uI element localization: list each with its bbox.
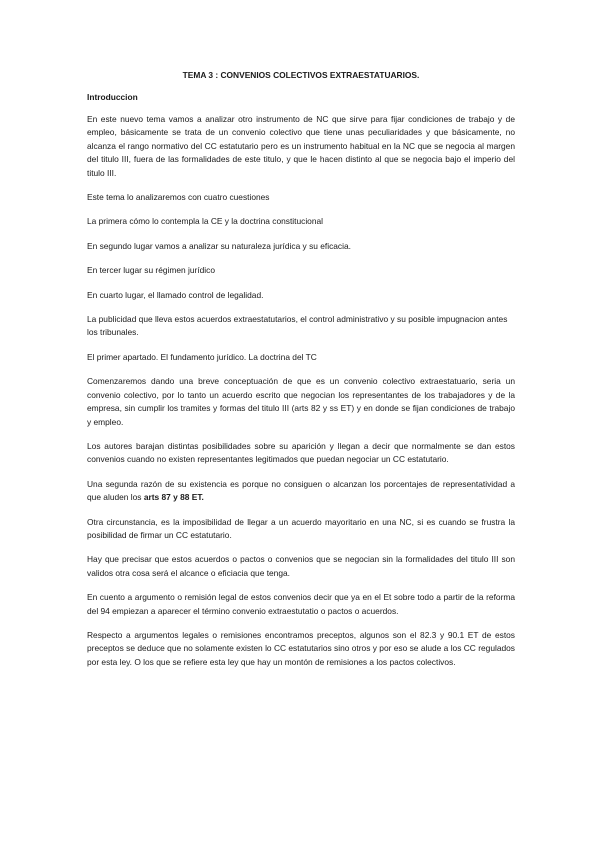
paragraph-precisar: Hay que precisar que estos acuerdos o pactos o convenios que se negocian sin la formalidades del titulo III son validos otra cosa será el alcance o eficiacia que tenga.	[87, 554, 515, 578]
paragraph-publicidad: La publicidad que lleva estos acuerdos extraestatutarios, el control administrativo y su posible impugnacion antes los tribunales.	[87, 314, 508, 338]
paragraph-four-questions: Este tema lo analizaremos con cuatro cuestiones	[87, 192, 270, 203]
paragraph-representatividad	[87, 478, 515, 505]
paragraph-intro: En este nuevo tema vamos a analizar otro instrumento de NC que sirve para fijar condiciones de trabajo y de empleo, básicamente se trata de un convenio colectivo que tiene unas peculiaridades y que básicamente, no alcanza el rango normativo del CC estatutario pero es un instrumento habitual en la NC que se negocia al margen del titulo III, fuera de las formalidades de este titulo, y que le hacen distinto al que se negocia bajo el imperio del titulo III.	[87, 114, 515, 178]
representatividad-text: Una segunda razón de su existencia es porque no consiguen o alcanzan los porcentajes de representatividad a que aluden los	[87, 478, 515, 503]
paragraph-third: En tercer lugar su régimen jurídico	[87, 265, 216, 276]
paragraph-autores: Los autores barajan distintas posibilidades sobre su aparición y llegan a decir que normalmente se dan estos convenios cuando no existen representantes legitimados que puedan negociar un CC estatutario.	[87, 440, 515, 465]
paragraph-fourth: En cuarto lugar, el llamado control de legalidad.	[87, 289, 264, 300]
section-heading: Introduccion	[87, 92, 138, 102]
representatividad-articles: arts 87 y 88 ET.	[143, 492, 204, 503]
paragraph-conceptuacion: Comenzaremos dando una breve conceptuación de que es un convenio colectivo extraestatuario, seria un convenio colectivo, por lo tanto un acuerdo escrito que negocian los representantes de los trabajadores y de la empresa, sin cumplir los tramites y formas del titulo III (arts 82 y ss ET) y en donde se fijan condiciones de trabajo y empleo.	[87, 376, 515, 427]
document-body	[87, 70, 515, 680]
paragraph-first: La primera cómo lo contempla la CE y la doctrina constitucional	[87, 216, 324, 227]
paragraph-remision-legal: En cuento a argumento o remisión legal de estos convenios decir que ya en el Et sobre todo a partir de la reforma del 94 empiezan a aparecer el término convenio extraestutatio o pactos o acuerdos.	[87, 592, 515, 616]
document-title: TEMA 3 : CONVENIOS COLECTIVOS EXTRAESTATUARIOS.	[182, 70, 420, 80]
paragraph-argumentos-legales: Respecto a argumentos legales o remisiones encontramos preceptos, algunos son el 82.3 y 90.1 ET de estos preceptos se deduce que no solamente existen lo CC estatutarios sino otros y por eso se alude a los CC regulados por esta ley. O los que se refiere esta ley que hay un montón de remisiones a los pactos colectivos.	[87, 629, 515, 667]
paragraph-otra-circunstancia: Otra circunstancia, es la imposibilidad de llegar a un acuerdo mayoritario en una NC, si es cuando se frustra la posibilidad de firmar un CC estatutario.	[87, 516, 515, 540]
paragraph-primer-apartado: El primer apartado. El fundamento jurídico. La doctrina del TC	[87, 351, 317, 362]
paragraph-second: En segundo lugar vamos a analizar su naturaleza jurídica y su eficacia.	[87, 240, 351, 251]
